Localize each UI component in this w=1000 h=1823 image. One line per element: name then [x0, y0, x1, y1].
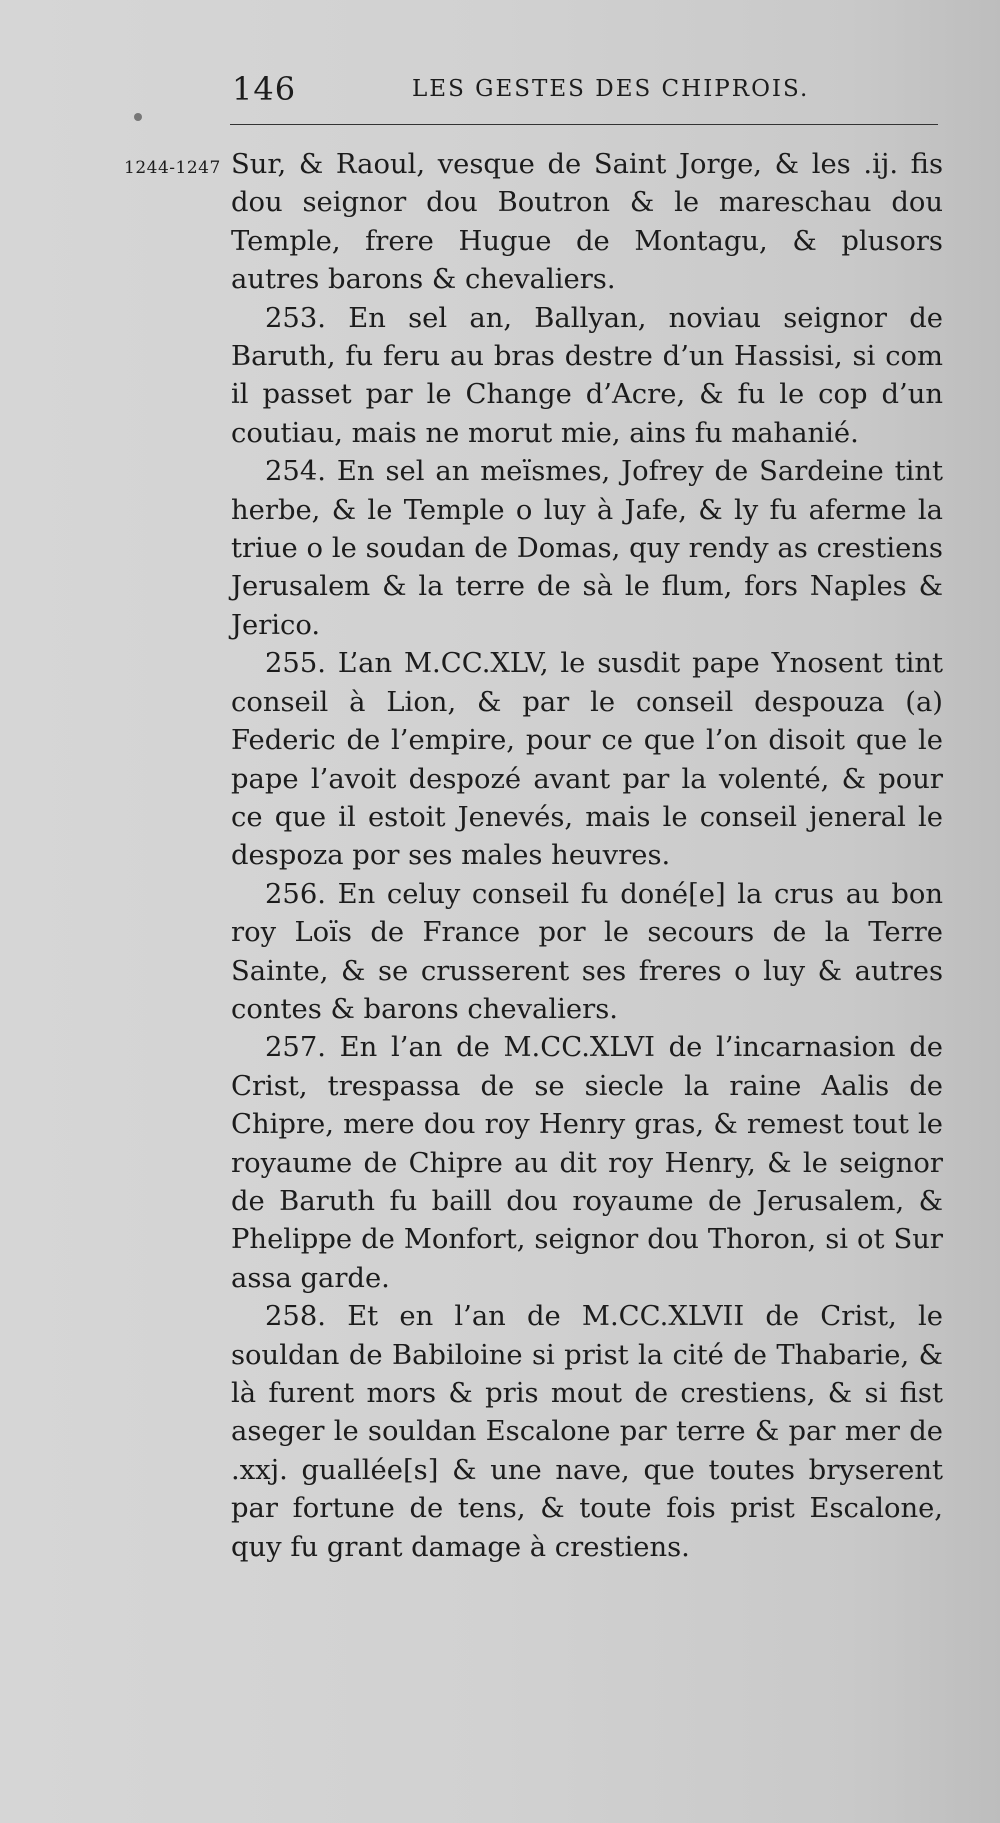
paragraph-text: En sel an meïsmes, Jofrey de Sardeine tint herbe, & le Temple o luy à Jafe, & ly fu aferme la triue o le soudan de Domas, quy rendy as crestiens Jerusalem & la terre de sà le flum, fors Naples & Jerico. — [231, 456, 943, 641]
paragraph-number: 258. — [265, 1301, 326, 1333]
page-number: 146 — [232, 70, 297, 108]
paragraph-text: Et en l’an de M.CC.XLVII de Crist, le souldan de Babiloine si prist la cité de Thabarie, & là furent mors & pris mout de crestiens, & si fist aseger le souldan Escalone par terre & par mer de .xxj. guallée[s] & une nave, que toutes bryserent par fortune de tens, & toute fois prist Escalone, quy fu grant damage à crestiens. — [231, 1301, 943, 1563]
ink-blot — [134, 113, 142, 121]
margin-date-note: 1244-1247 — [124, 158, 221, 178]
paragraph-255 — [231, 645, 943, 875]
paragraph-text: En celuy conseil fu doné[e] la crus au bon roy Loïs de France por le secours de la Terre Sainte, & se crusserent ses freres o luy & autres contes & barons chevaliers. — [231, 878, 943, 1025]
paragraph-number: 254. — [265, 456, 326, 488]
paragraph-number: 257. — [265, 1032, 326, 1064]
paragraph-256 — [231, 876, 943, 1030]
paragraph-text: En sel an, Ballyan, noviau seignor de Baruth, fu feru au bras destre d’un Hassisi, si com il passet par le Change d’Acre, & fu le cop d’un coutiau, mais ne morut mie, ains fu mahanié. — [231, 302, 943, 449]
paragraph-number: 256. — [265, 878, 326, 910]
page-title: LES GESTES DES CHIPROIS. — [412, 76, 810, 102]
body-text — [231, 146, 943, 1567]
running-head — [232, 70, 937, 114]
paragraph-text: Sur, & Raoul, vesque de Saint Jorge, & les .ij. fis dou seignor dou Boutron & le mareschau dou Temple, frere Hugue de Montagu, & plusors autres barons & chevaliers. — [231, 149, 943, 296]
paragraph-254 — [231, 453, 943, 645]
paragraph-number: 255. — [265, 648, 326, 680]
paragraph-text: L’an M.CC.XLV, le susdit pape Ynosent tint conseil à Lion, & par le conseil despouza (a) Federic de l’empire, pour ce que l’on disoit que le pape l’avoit despozé avant par la volenté, & pour ce que il estoit Jenevés, mais le conseil jeneral le despoza por ses males heuvres. — [231, 648, 943, 872]
paragraph-text: En l’an de M.CC.XLVI de l’incarnasion de Crist, trespassa de se siecle la raine Aalis de Chipre, mere dou roy Henry gras, & remest tout le royaume de Chipre au dit roy Henry, & le seignor de Baruth fu baill dou royaume de Jerusalem, & Phelippe de Monfort, seignor dou Thoron, si ot Sur assa garde. — [231, 1032, 943, 1294]
paragraph-253 — [231, 300, 943, 454]
paragraph-257 — [231, 1029, 943, 1298]
header-rule — [230, 124, 938, 125]
paragraph-continuation — [231, 146, 943, 300]
paragraph-number: 253. — [265, 302, 326, 334]
paragraph-258 — [231, 1298, 943, 1567]
